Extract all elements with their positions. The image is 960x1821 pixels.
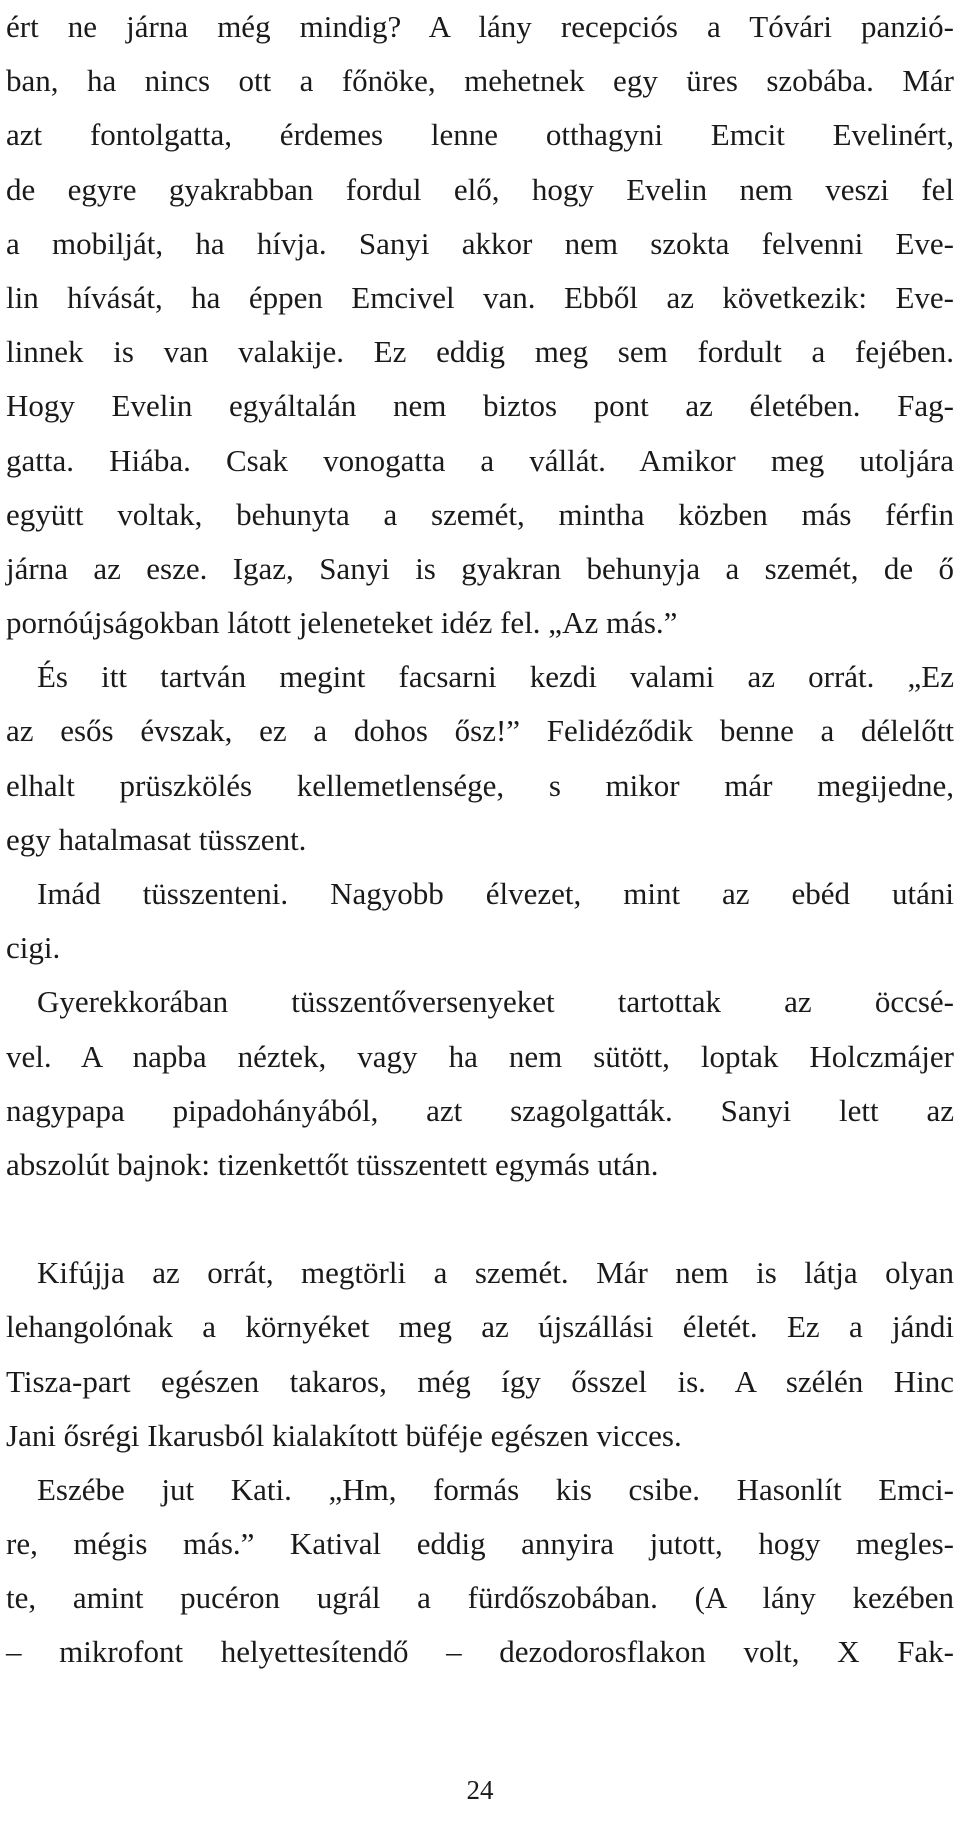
- text-line: Tisza-part egészen takaros, még így ősszel is. A szélén Hinc: [6, 1363, 954, 1399]
- paragraph-4: [6, 975, 954, 1192]
- text-line: együtt voltak, behunyta a szemét, mintha közben más férfin: [6, 496, 954, 532]
- text-line: Jani ősrégi Ikarusból kialakított büféje egészen vicces.: [6, 1417, 682, 1453]
- paragraph-1: [6, 0, 954, 650]
- text-line: Imád tüsszenteni. Nagyobb élvezet, mint az ebéd utáni: [37, 876, 954, 911]
- text-line: az esős évszak, ez a dohos ősz!” Felidéződik benne a délelőtt: [6, 713, 954, 749]
- text-line: ért ne járna még mindig? A lány recepciós a Tóvári panzió-: [6, 9, 954, 44]
- text-line: vel. A napba néztek, vagy ha nem sütött, loptak Holczmájer: [6, 1038, 954, 1074]
- text-line: egy hatalmasat tüsszent.: [6, 821, 307, 857]
- text-line: te, amint pucéron ugrál a fürdőszobában. (A lány kezében: [6, 1580, 954, 1616]
- text-line: pornóújságokban látott jeleneteket idéz fel. „Az más.”: [6, 605, 678, 641]
- text-line: a mobilját, ha hívja. Sanyi akkor nem szokta felvenni Eve-: [6, 225, 954, 261]
- text-line: – mikrofont helyettesítendő – dezodorosflakon volt, X Fak-: [6, 1634, 954, 1670]
- text-line: abszolút bajnok: tizenkettőt tüsszentett egymás után.: [6, 1146, 659, 1182]
- paragraph-3: [6, 867, 954, 975]
- text-line: linnek is van valakije. Ez eddig meg sem fordult a fejében.: [6, 334, 954, 370]
- page-number: 24: [466, 1775, 494, 1805]
- text-line: gatta. Hiába. Csak vonogatta a vállát. Amikor meg utoljára: [6, 442, 954, 478]
- paragraph-5: [6, 1246, 954, 1463]
- text-line: de egyre gyakrabban fordul elő, hogy Evelin nem veszi fel: [6, 171, 954, 207]
- text-line: lin hívását, ha éppen Emcivel van. Ebből az következik: Eve-: [6, 279, 954, 315]
- text-line: lehangolónak a környéket meg az újszállási életét. Ez a jándi: [6, 1309, 954, 1345]
- text-line: Eszébe jut Kati. „Hm, formás kis csibe. Hasonlít Emci-: [37, 1471, 954, 1507]
- text-line: azt fontolgatta, érdemes lenne otthagyni Emcit Evelinért,: [6, 117, 954, 153]
- section-break: [6, 1192, 954, 1246]
- text-line: Kifújja az orrát, megtörli a szemét. Már nem is látja olyan: [37, 1255, 954, 1291]
- text-line: Gyerekkorában tüsszentőversenyeket tartottak az öccsé-: [37, 984, 954, 1020]
- paragraph-2: [6, 650, 954, 867]
- text-line: nagypapa pipadohányából, azt szagolgatták. Sanyi lett az: [6, 1092, 954, 1128]
- text-line: Hogy Evelin egyáltalán nem biztos pont az életében. Fag-: [6, 388, 954, 424]
- book-page-text: [6, 0, 954, 1680]
- text-line: re, mégis más.” Katival eddig annyira jutott, hogy megles-: [6, 1526, 954, 1562]
- text-line: ban, ha nincs ott a főnöke, mehetnek egy üres szobába. Már: [6, 63, 954, 99]
- text-line: járna az esze. Igaz, Sanyi is gyakran behunyja a szemét, de ő: [6, 550, 954, 586]
- text-line: cigi.: [6, 930, 61, 966]
- text-line: És itt tartván megint facsarni kezdi valami az orrát. „Ez: [37, 659, 954, 695]
- paragraph-6: [6, 1463, 954, 1680]
- text-line: elhalt prüszkölés kellemetlensége, s mikor már megijedne,: [6, 767, 954, 803]
